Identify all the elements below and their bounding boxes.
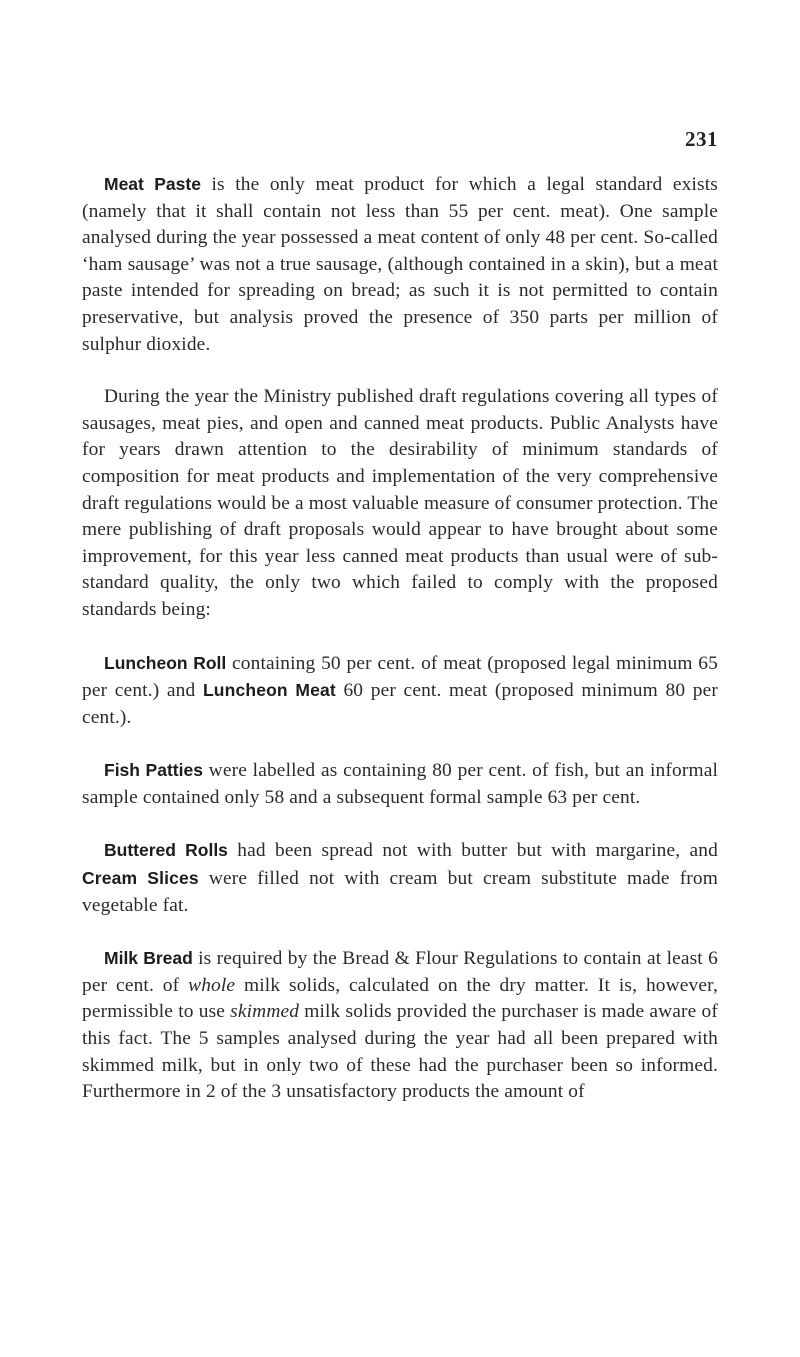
paragraph-fish-patties [82,757,718,811]
paragraph-milk-bread [82,945,718,1106]
emphasis-skimmed: skimmed [230,1001,300,1023]
paragraph-text: is the only meat product for which a legal standard exists (namely that it shall contain not less than 55 per cent. meat). One sample analysed during the year possessed a meat content of only 48 per cent. So-called ‘ham sausage’ was not a true sausage, (although contained in a skin), but a meat paste intended for spreading on bread; as such it is not permitted to contain preservative, but analysis proved the presence of 350 parts per million of sulphur dioxide. [82,174,718,355]
paragraph-text: 60 per cent. meat (proposed minimum 80 per cent.). [82,680,718,728]
heading-cream-slices: Cream Slices [82,868,199,889]
paragraph-text: milk solids, calculated on the dry matter. It is, however, permissible to use [82,974,718,1023]
heading-milk-bread: Milk Bread [104,948,193,969]
paragraph-text: had been spread not with butter but with margarine, and [227,840,718,862]
heading-buttered-rolls: Buttered Rolls [104,840,228,861]
paragraph-buttered-rolls [82,837,718,919]
heading-luncheon-meat: Luncheon Meat [202,680,336,701]
paragraph-text: During the year the Ministry published draft regulations covering all types of sausages, meat pies, and open and canned meat products. Public Analysts have for years drawn attention to the desirability of minimum standards of composition for meat products and implementation of the very comprehensive draft regulations would be a most valuable measure of consumer protection. The mere publishing of draft proposals would appear to have brought about some improvement, for this year less canned meat products than usual were of sub-standard quality, the only two which failed to comply with the proposed standards being: [82,386,718,620]
heading-meat-paste: Meat Paste [104,174,201,194]
paragraph-text: containing 50 per cent. of meat (proposed legal minimum 65 per cent.) and [82,652,718,702]
heading-fish-patties: Fish Patties [104,760,203,781]
paragraph-text: were labelled as containing 80 per cent. of fish, but an informal sample contained only 58 and a subsequent formal sample 63 per cent. [82,760,718,808]
page-number: 231 [685,127,718,151]
heading-luncheon-roll: Luncheon Roll [104,652,227,673]
paragraph-draft-regulations [82,384,718,623]
paragraph-text: were filled not with cream but cream substitute made from vegetable fat. [82,868,718,916]
document-body [82,171,718,1132]
paragraph-text: is required by the Bread & Flour Regulations to contain at least 6 per cent. of [82,948,719,996]
paragraph-luncheon-roll [82,650,718,732]
paragraph-meat-paste [82,171,718,358]
paragraph-text: milk solids provided the purchaser is made aware of this fact. The 5 samples analysed during the year had all been prepared with skimmed milk, but in only two of these had the purchaser been so informed. Furthermore in 2 of the 3 unsatisfactory products the amount of [82,1001,718,1103]
emphasis-whole: whole [188,974,236,996]
